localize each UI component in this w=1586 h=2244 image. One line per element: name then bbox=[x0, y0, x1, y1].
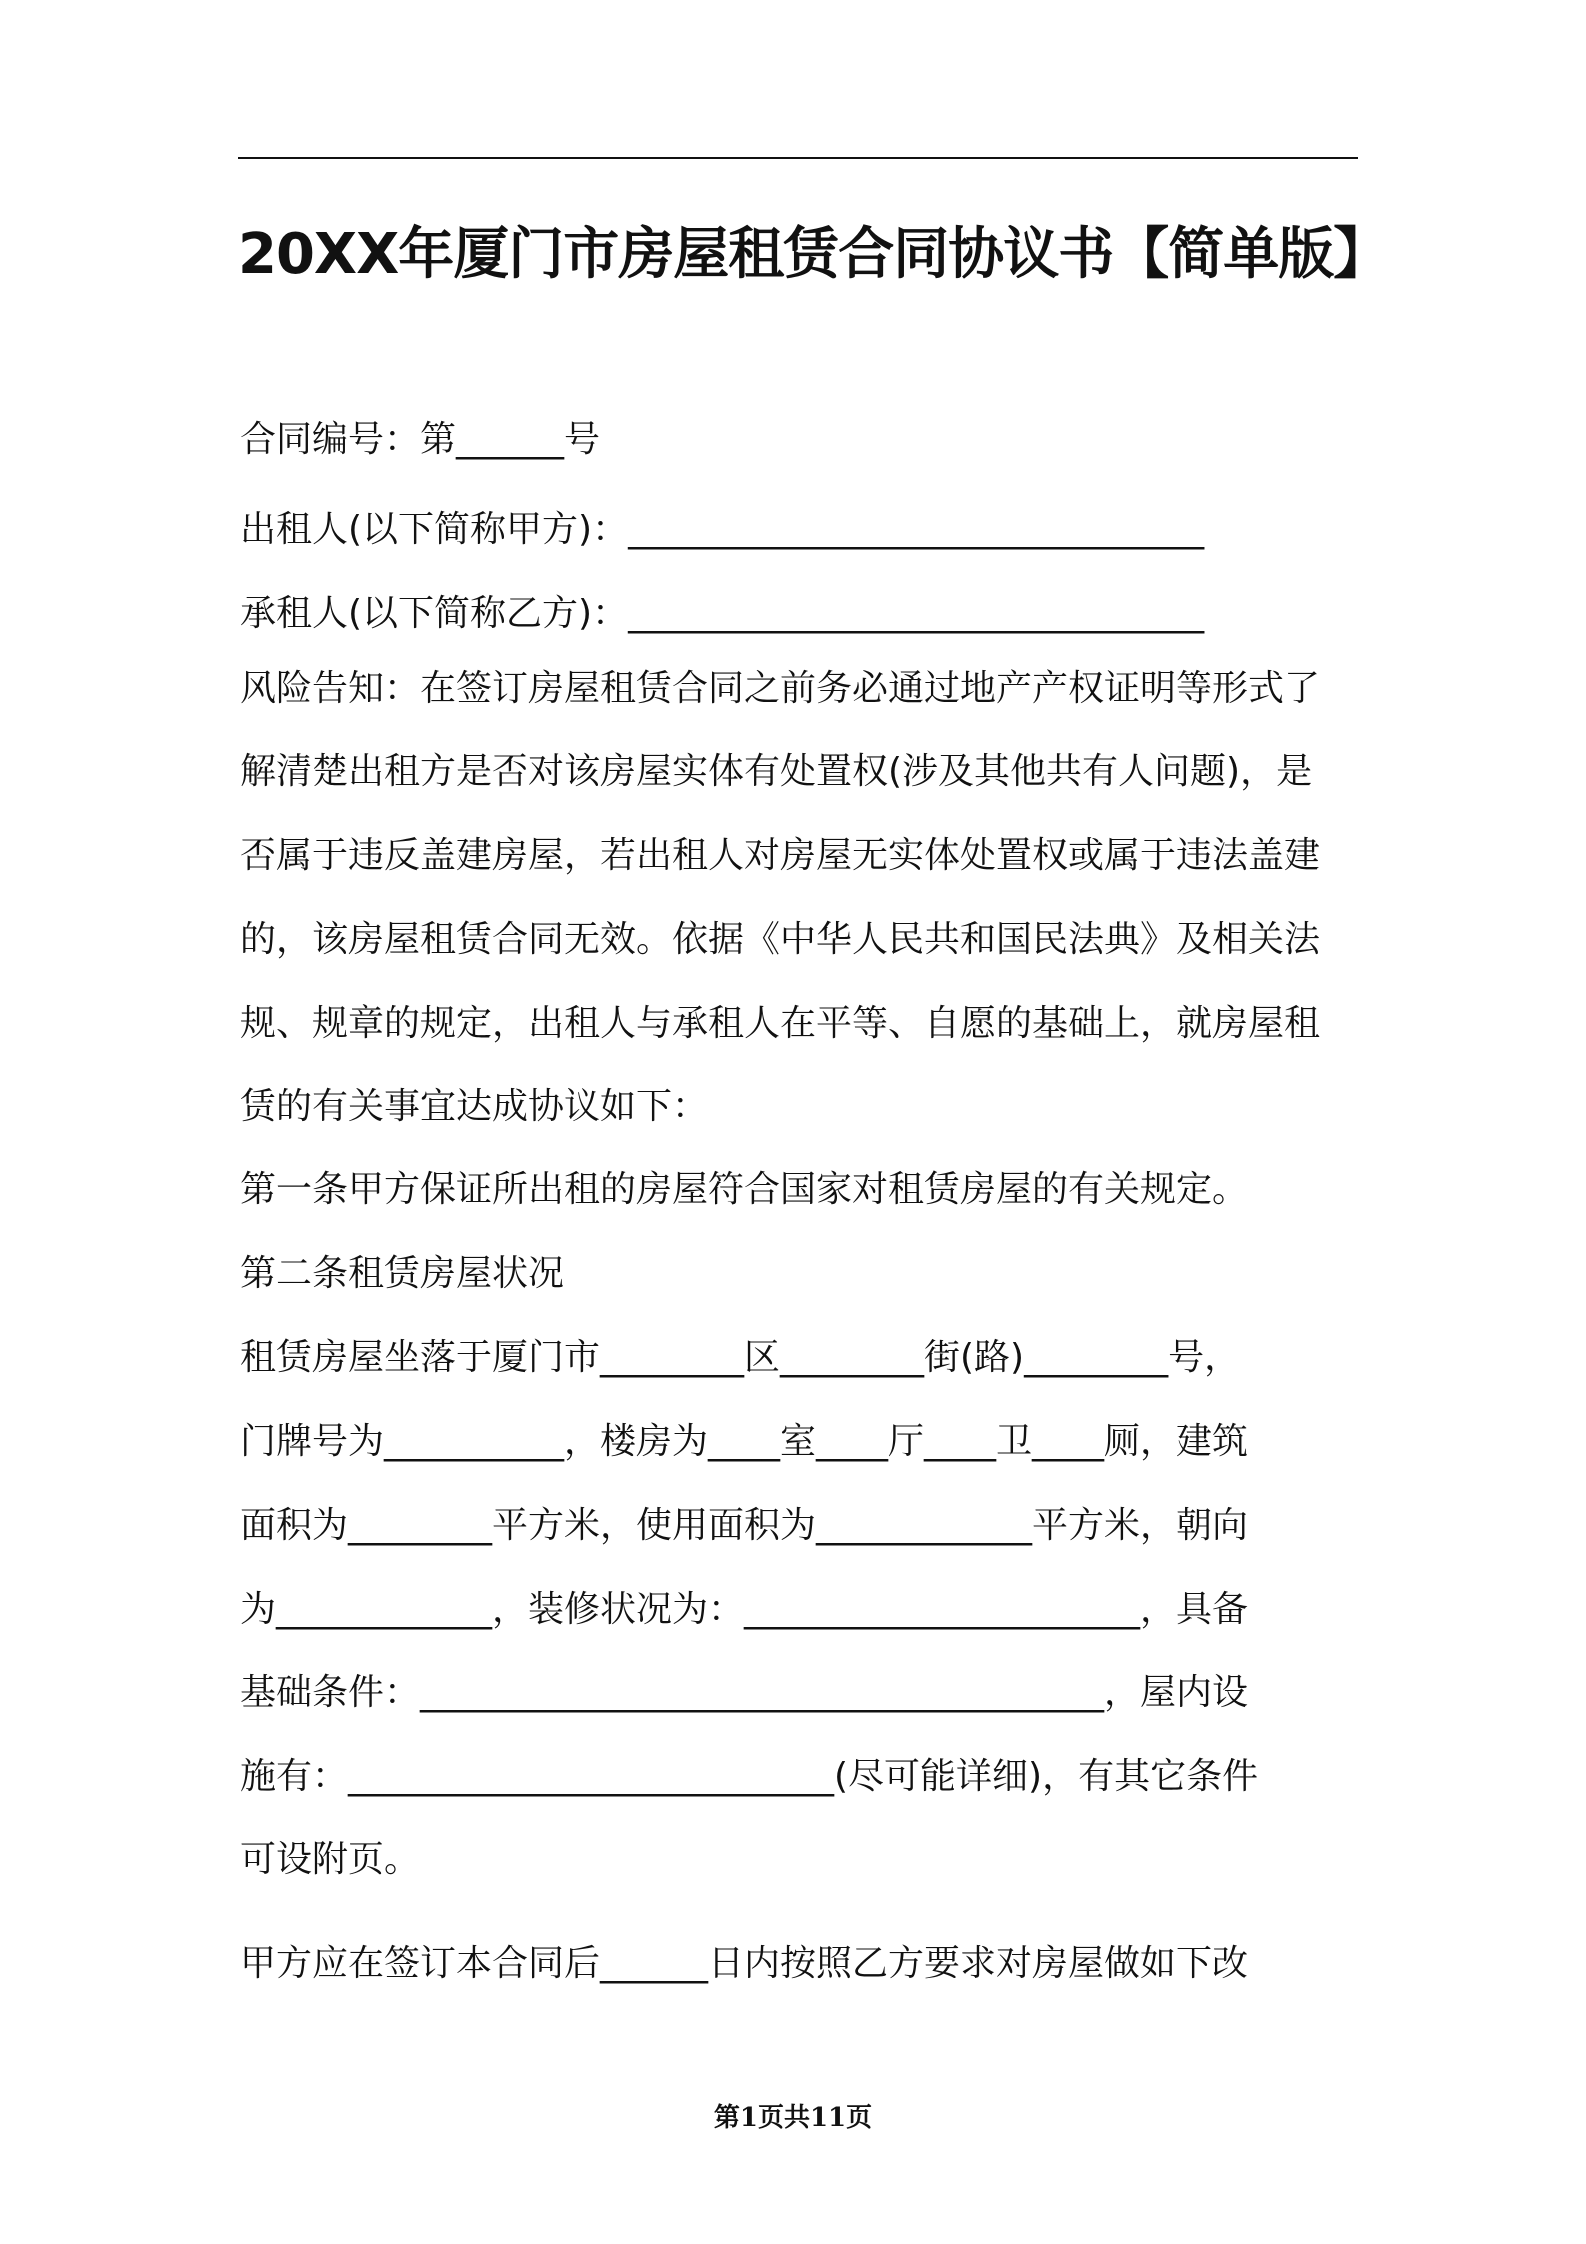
paragraph-line: 赁的有关事宜达成协议如下： bbox=[240, 1086, 709, 1127]
lessee-line: 承租人(以下简称乙方)：________________________________ bbox=[240, 593, 1205, 634]
article-one-line: 第一条甲方保证所出租的房屋符合国家对租赁房屋的有关规定。 bbox=[240, 1169, 1249, 1210]
paragraph-line: 租赁房屋坐落于厦门市________区________街(路)________号， bbox=[240, 1337, 1241, 1378]
paragraph-line: 施有：___________________________(尽可能详细)，有其它条件 bbox=[240, 1756, 1259, 1797]
paragraph-line: 风险告知：在签订房屋租赁合同之前务必通过地产产权证明等形式了 bbox=[240, 668, 1321, 709]
header-rule bbox=[238, 157, 1358, 159]
paragraph-line: 门牌号为__________，楼房为____室____厅____卫____厕，建筑 bbox=[240, 1421, 1249, 1462]
paragraph-line: 甲方应在签订本合同后______日内按照乙方要求对房屋做如下改 bbox=[240, 1943, 1249, 1984]
paragraph-line: 基础条件：______________________________________，屋内设 bbox=[240, 1672, 1249, 1713]
paragraph-line: 为____________，装修状况为：______________________，具备 bbox=[240, 1589, 1249, 1630]
contract-number-line: 合同编号：第______号 bbox=[240, 419, 601, 460]
paragraph-line: 可设附页。 bbox=[240, 1839, 421, 1880]
paragraph-line: 解清楚出租方是否对该房屋实体有处置权(涉及其他共有人问题)，是 bbox=[240, 751, 1313, 792]
paragraph-line: 规、规章的规定，出租人与承租人在平等、自愿的基础上，就房屋租 bbox=[240, 1003, 1321, 1044]
paragraph-line: 否属于违反盖建房屋，若出租人对房屋无实体处置权或属于违法盖建 bbox=[240, 835, 1321, 876]
document-title: 20XX年厦门市房屋租赁合同协议书【简单版】 bbox=[238, 222, 1389, 287]
paragraph-line: 的，该房屋租赁合同无效。依据《中华人民共和国民法典》及相关法 bbox=[240, 919, 1321, 960]
lessor-line: 出租人(以下简称甲方)：________________________________ bbox=[240, 509, 1205, 550]
page-number: 第1页共11页 bbox=[713, 2103, 873, 2133]
article-two-heading: 第二条租赁房屋状况 bbox=[240, 1253, 565, 1294]
paragraph-line: 面积为________平方米，使用面积为____________平方米，朝向 bbox=[240, 1505, 1249, 1546]
